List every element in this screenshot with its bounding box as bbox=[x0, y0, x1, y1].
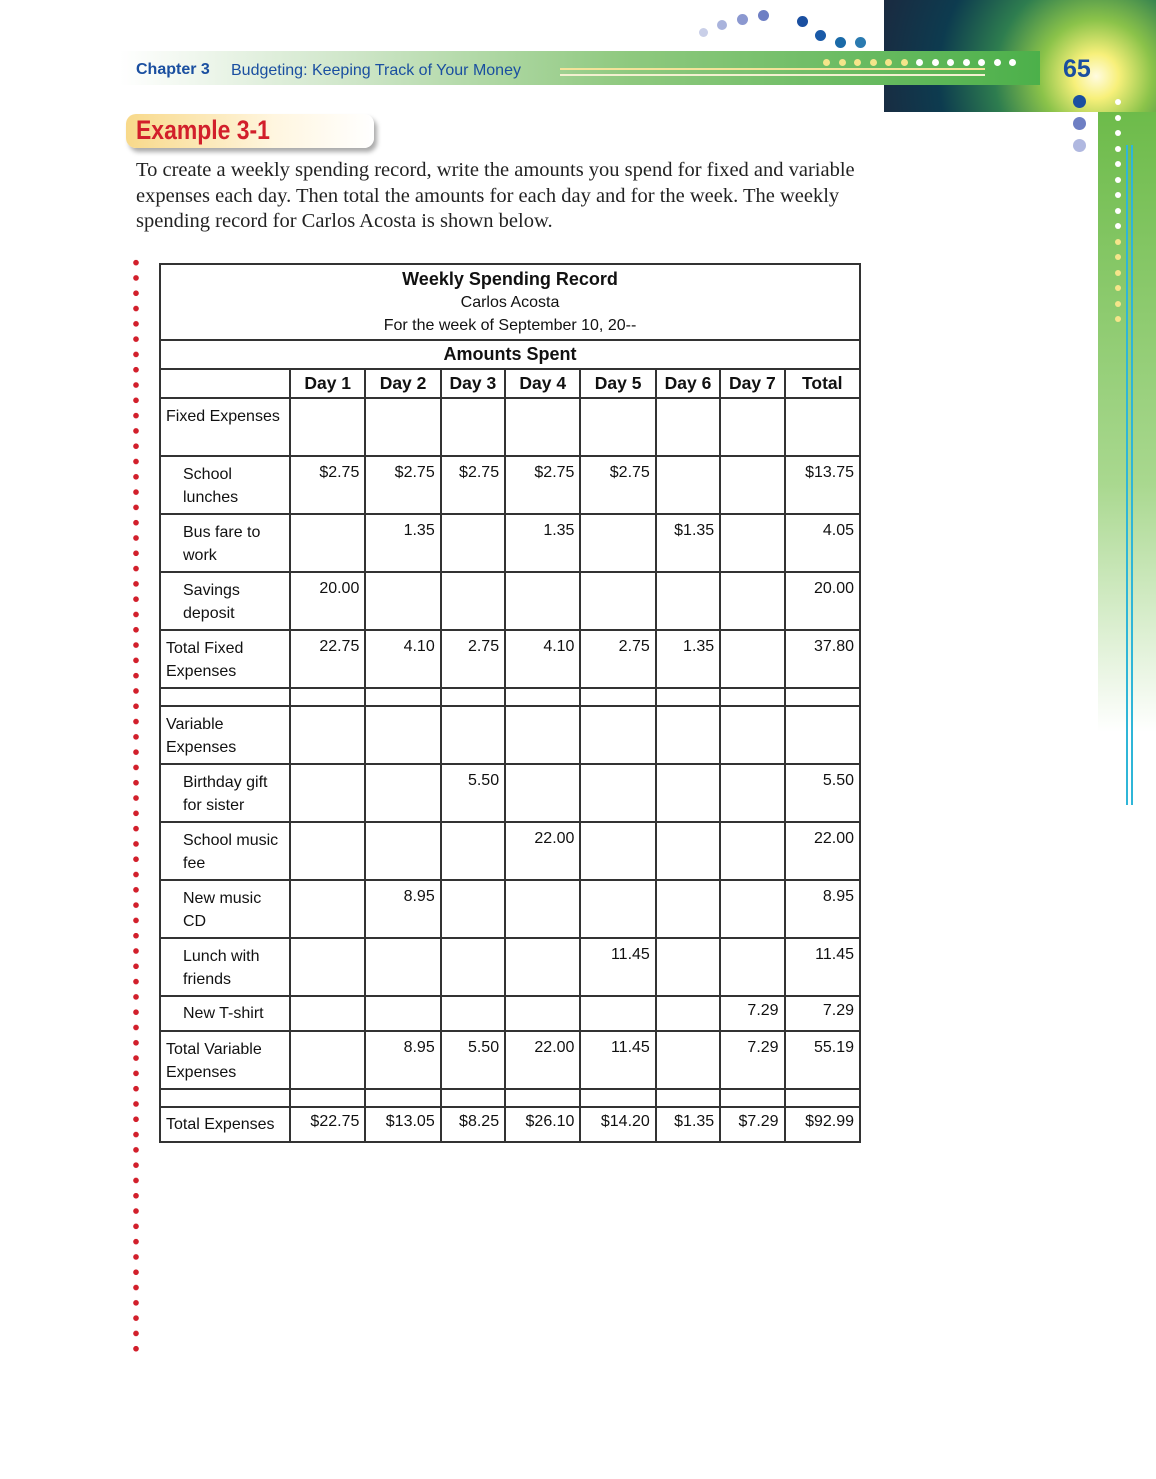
amount-cell bbox=[290, 822, 365, 880]
amount-cell bbox=[720, 880, 784, 938]
amount-cell bbox=[290, 688, 365, 706]
amount-cell bbox=[720, 572, 784, 630]
amount-cell: $7.29 bbox=[720, 1107, 784, 1142]
intro-paragraph: To create a weekly spending record, write the amounts you spend for fixed and variable expenses each day. Then total the amounts for each day and for the week. The weekly spending record for Carlos Acosta is shown below. bbox=[136, 159, 855, 232]
amount-cell bbox=[580, 822, 655, 880]
amount-cell bbox=[656, 1031, 720, 1089]
row-label bbox=[160, 1089, 290, 1107]
amount-cell: 7.29 bbox=[720, 1031, 784, 1089]
amount-cell bbox=[290, 1031, 365, 1089]
amount-cell bbox=[290, 398, 365, 456]
amount-cell: 1.35 bbox=[365, 514, 440, 572]
column-header: Day 3 bbox=[441, 369, 505, 398]
dot-icon bbox=[835, 37, 846, 48]
amount-cell: 1.35 bbox=[656, 630, 720, 688]
amount-cell bbox=[720, 688, 784, 706]
amount-cell bbox=[580, 1089, 655, 1107]
amount-cell bbox=[656, 398, 720, 456]
dot-icon bbox=[994, 59, 1001, 66]
amount-cell bbox=[656, 938, 720, 996]
amount-cell: $1.35 bbox=[656, 514, 720, 572]
amount-cell bbox=[365, 1089, 440, 1107]
dot-icon bbox=[1115, 223, 1121, 229]
amount-cell bbox=[656, 706, 720, 764]
dot-icon bbox=[1115, 301, 1121, 307]
column-header: Day 6 bbox=[656, 369, 720, 398]
dot-icon bbox=[885, 59, 892, 66]
dot-icon bbox=[963, 59, 970, 66]
amount-cell bbox=[441, 706, 505, 764]
amount-cell: 4.10 bbox=[505, 630, 580, 688]
dot-icon bbox=[1115, 161, 1121, 167]
amount-cell bbox=[365, 822, 440, 880]
chapter-title: Budgeting: Keeping Track of Your Money bbox=[231, 62, 521, 79]
divider bbox=[1131, 145, 1133, 805]
amount-cell bbox=[720, 1089, 784, 1107]
red-dotted-margin bbox=[133, 255, 139, 1355]
table-row bbox=[160, 630, 860, 688]
amount-cell: 11.45 bbox=[785, 938, 860, 996]
table-week: For the week of September 10, 20-- bbox=[383, 317, 637, 334]
amount-cell: 5.50 bbox=[785, 764, 860, 822]
page-number: 65 bbox=[1063, 55, 1091, 83]
dot-icon bbox=[1073, 117, 1086, 130]
amount-cell: $1.35 bbox=[656, 1107, 720, 1142]
row-label: Total Expenses bbox=[160, 1107, 290, 1142]
table-row bbox=[160, 996, 860, 1031]
amount-cell bbox=[290, 880, 365, 938]
dot-icon bbox=[1115, 316, 1121, 322]
amount-cell: 1.35 bbox=[505, 514, 580, 572]
amount-cell: 22.75 bbox=[290, 630, 365, 688]
amount-cell: 5.50 bbox=[441, 764, 505, 822]
column-header: Day 4 bbox=[505, 369, 580, 398]
amount-cell bbox=[365, 688, 440, 706]
amount-cell bbox=[720, 456, 784, 514]
amount-cell: 2.75 bbox=[580, 630, 655, 688]
amount-cell bbox=[580, 398, 655, 456]
dot-icon bbox=[797, 16, 808, 27]
amount-cell: 8.95 bbox=[785, 880, 860, 938]
dot-icon bbox=[1073, 139, 1086, 152]
column-header: Day 1 bbox=[290, 369, 365, 398]
amount-cell: 20.00 bbox=[290, 572, 365, 630]
amount-cell bbox=[365, 398, 440, 456]
amount-cell bbox=[656, 822, 720, 880]
amount-cell: 7.29 bbox=[720, 996, 784, 1031]
amount-cell: 11.45 bbox=[580, 1031, 655, 1089]
banner-lines bbox=[560, 68, 985, 76]
amount-cell bbox=[656, 456, 720, 514]
amount-cell bbox=[441, 822, 505, 880]
dot-icon bbox=[870, 59, 877, 66]
amount-cell bbox=[580, 996, 655, 1031]
amount-cell bbox=[505, 706, 580, 764]
amount-cell: 22.00 bbox=[505, 822, 580, 880]
divider bbox=[1126, 145, 1128, 805]
dot-icon bbox=[1073, 95, 1086, 108]
amount-cell bbox=[785, 688, 860, 706]
amount-cell bbox=[656, 572, 720, 630]
dot-icon bbox=[815, 30, 826, 41]
row-label bbox=[160, 688, 290, 706]
dot-icon bbox=[978, 59, 985, 66]
dot-icon bbox=[1115, 270, 1121, 276]
amount-cell bbox=[505, 938, 580, 996]
dot-icon bbox=[699, 28, 708, 37]
row-label: Total Fixed Expenses bbox=[160, 630, 290, 688]
amounts-spent-header: Amounts Spent bbox=[160, 340, 860, 369]
amount-cell bbox=[656, 880, 720, 938]
amount-cell bbox=[365, 706, 440, 764]
amount-cell bbox=[656, 764, 720, 822]
amount-cell: 2.75 bbox=[441, 630, 505, 688]
dot-icon bbox=[947, 59, 954, 66]
row-label: School music fee bbox=[160, 822, 290, 880]
example-label: Example 3-1 bbox=[136, 115, 270, 145]
amount-cell bbox=[580, 688, 655, 706]
amount-cell: $92.99 bbox=[785, 1107, 860, 1142]
amount-cell bbox=[785, 1089, 860, 1107]
amount-cell: $2.75 bbox=[365, 456, 440, 514]
amount-cell bbox=[441, 938, 505, 996]
dot-icon bbox=[1115, 208, 1121, 214]
amount-cell: $2.75 bbox=[505, 456, 580, 514]
amount-cell bbox=[785, 398, 860, 456]
amount-cell: 8.95 bbox=[365, 880, 440, 938]
amount-cell bbox=[290, 706, 365, 764]
amount-cell bbox=[505, 688, 580, 706]
amount-cell: 4.05 bbox=[785, 514, 860, 572]
column-header: Day 5 bbox=[580, 369, 655, 398]
amount-cell bbox=[441, 398, 505, 456]
dot-icon bbox=[1115, 115, 1121, 121]
row-label: New music CD bbox=[160, 880, 290, 938]
amount-cell bbox=[441, 572, 505, 630]
dot-icon bbox=[1115, 192, 1121, 198]
dot-icon bbox=[1115, 130, 1121, 136]
row-label: Bus fare to work bbox=[160, 514, 290, 572]
table-owner: Carlos Acosta bbox=[460, 294, 560, 311]
amount-cell bbox=[290, 514, 365, 572]
amount-cell bbox=[580, 572, 655, 630]
dot-icon bbox=[916, 59, 923, 66]
amount-cell bbox=[441, 514, 505, 572]
amount-cell: $8.25 bbox=[441, 1107, 505, 1142]
dot-icon bbox=[1115, 285, 1121, 291]
amount-cell bbox=[656, 996, 720, 1031]
amount-cell bbox=[365, 938, 440, 996]
column-header: Day 7 bbox=[720, 369, 784, 398]
dot-icon bbox=[855, 37, 866, 48]
dot-icon bbox=[823, 59, 830, 66]
amount-cell bbox=[290, 764, 365, 822]
amount-cell: 5.50 bbox=[441, 1031, 505, 1089]
row-label: School lunches bbox=[160, 456, 290, 514]
dot-icon bbox=[1009, 59, 1016, 66]
amount-cell bbox=[290, 938, 365, 996]
column-header: Day 2 bbox=[365, 369, 440, 398]
amount-cell bbox=[580, 514, 655, 572]
column-header: Total bbox=[785, 369, 860, 398]
table-title: Weekly Spending Record bbox=[402, 269, 618, 289]
amount-cell: $2.75 bbox=[441, 456, 505, 514]
row-label: Birthday gift for sister bbox=[160, 764, 290, 822]
table-row bbox=[160, 822, 860, 880]
row-label: Lunch with friends bbox=[160, 938, 290, 996]
amount-cell: 8.95 bbox=[365, 1031, 440, 1089]
table-row bbox=[160, 880, 860, 938]
dot-icon bbox=[1115, 177, 1121, 183]
table-row bbox=[160, 1031, 860, 1089]
row-label: Variable Expenses bbox=[160, 706, 290, 764]
amount-cell: 55.19 bbox=[785, 1031, 860, 1089]
table-row bbox=[160, 1107, 860, 1142]
amount-cell bbox=[720, 938, 784, 996]
table-row bbox=[160, 456, 860, 514]
table-row bbox=[160, 706, 860, 764]
amount-cell bbox=[785, 706, 860, 764]
amount-cell bbox=[365, 572, 440, 630]
amount-cell bbox=[441, 1089, 505, 1107]
amount-cell bbox=[580, 764, 655, 822]
dot-icon bbox=[1115, 239, 1121, 245]
weekly-spending-table bbox=[159, 263, 861, 1143]
amount-cell: $14.20 bbox=[580, 1107, 655, 1142]
amount-cell bbox=[720, 398, 784, 456]
table-title-cell bbox=[160, 264, 860, 340]
amount-cell: 37.80 bbox=[785, 630, 860, 688]
amount-cell: 20.00 bbox=[785, 572, 860, 630]
amount-cell bbox=[505, 398, 580, 456]
dot-icon bbox=[854, 59, 861, 66]
table-row bbox=[160, 514, 860, 572]
amount-cell bbox=[720, 822, 784, 880]
example-label-box bbox=[126, 114, 374, 148]
amount-cell bbox=[505, 1089, 580, 1107]
amount-cell: 4.10 bbox=[365, 630, 440, 688]
amount-cell bbox=[505, 880, 580, 938]
amount-cell bbox=[505, 996, 580, 1031]
amount-cell: $13.75 bbox=[785, 456, 860, 514]
amount-cell: $22.75 bbox=[290, 1107, 365, 1142]
table-row bbox=[160, 572, 860, 630]
dot-icon bbox=[737, 14, 748, 25]
amount-cell bbox=[656, 1089, 720, 1107]
amount-cell bbox=[505, 764, 580, 822]
amount-cell bbox=[365, 764, 440, 822]
amount-cell bbox=[720, 706, 784, 764]
amount-cell: $2.75 bbox=[290, 456, 365, 514]
corner-cell bbox=[160, 369, 290, 398]
table-row bbox=[160, 764, 860, 822]
table-row bbox=[160, 688, 860, 706]
amount-cell: $13.05 bbox=[365, 1107, 440, 1142]
dot-icon bbox=[932, 59, 939, 66]
table-row bbox=[160, 398, 860, 456]
amount-cell bbox=[290, 996, 365, 1031]
amount-cell bbox=[580, 706, 655, 764]
row-label: Savings deposit bbox=[160, 572, 290, 630]
dot-icon bbox=[901, 59, 908, 66]
amount-cell: 11.45 bbox=[580, 938, 655, 996]
row-label: Fixed Expenses bbox=[160, 398, 290, 456]
amount-cell bbox=[290, 1089, 365, 1107]
dot-icon bbox=[1115, 146, 1121, 152]
amount-cell: 22.00 bbox=[785, 822, 860, 880]
dot-icon bbox=[717, 20, 727, 30]
amount-cell bbox=[441, 880, 505, 938]
table-row bbox=[160, 938, 860, 996]
amount-cell bbox=[720, 630, 784, 688]
dot-icon bbox=[1115, 254, 1121, 260]
row-label: New T-shirt bbox=[160, 996, 290, 1031]
amount-cell bbox=[656, 688, 720, 706]
amount-cell bbox=[441, 996, 505, 1031]
row-label: Total Variable Expenses bbox=[160, 1031, 290, 1089]
dot-icon bbox=[1115, 99, 1121, 105]
amount-cell: 7.29 bbox=[785, 996, 860, 1031]
amount-cell: $2.75 bbox=[580, 456, 655, 514]
amount-cell bbox=[441, 688, 505, 706]
amount-cell: $26.10 bbox=[505, 1107, 580, 1142]
amount-cell bbox=[720, 514, 784, 572]
table-row bbox=[160, 1089, 860, 1107]
amount-cell bbox=[720, 764, 784, 822]
chapter-number: Chapter 3 bbox=[136, 61, 210, 78]
amount-cell bbox=[505, 572, 580, 630]
amount-cell bbox=[365, 996, 440, 1031]
dot-icon bbox=[758, 10, 769, 21]
dot-icon bbox=[839, 59, 846, 66]
amount-cell: 22.00 bbox=[505, 1031, 580, 1089]
amount-cell bbox=[580, 880, 655, 938]
